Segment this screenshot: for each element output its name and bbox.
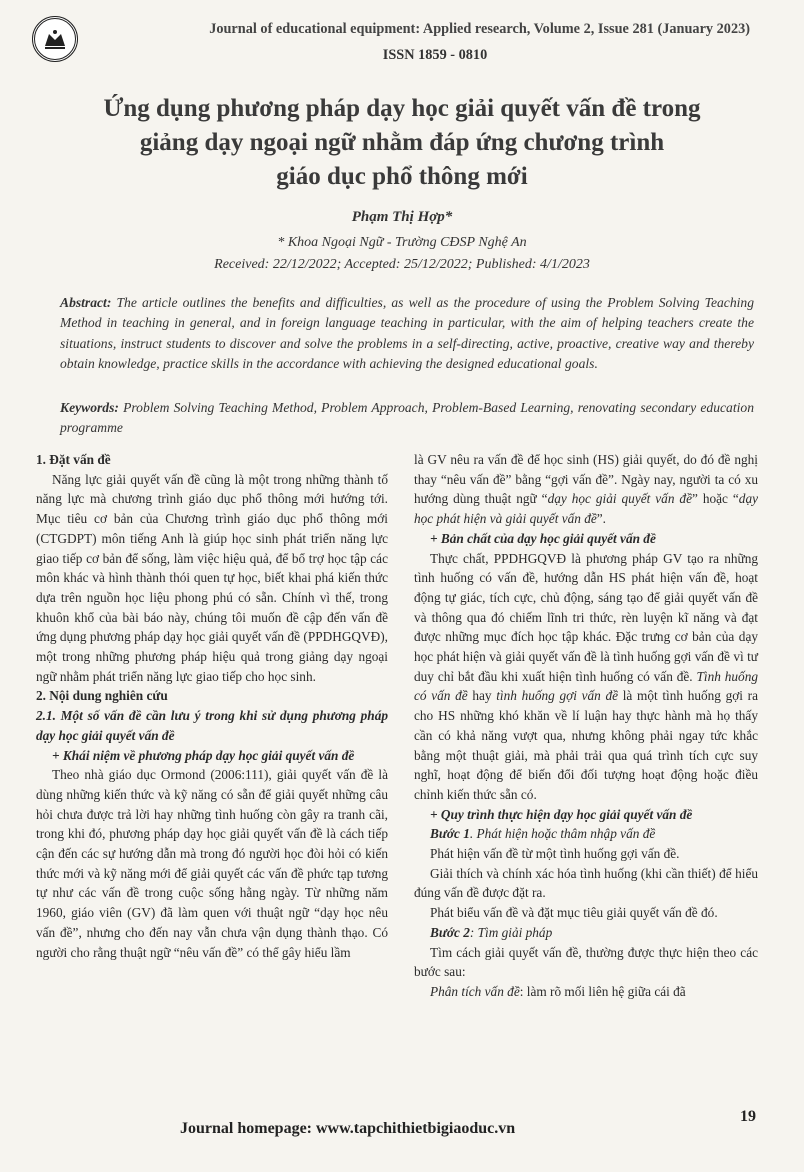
nature-heading: + Bản chất của dạy học giải quyết vấn đề xyxy=(430,530,656,546)
title-line-3: giáo dục phổ thông mới xyxy=(276,163,528,190)
journal-logo xyxy=(32,16,78,62)
text-run: hay xyxy=(467,688,497,704)
publication-dates: Received: 22/12/2022; Accepted: 25/12/2022; Published: 4/1/2023 xyxy=(214,257,590,272)
text-run: là một tình huống gợi ra cho HS những khó khăn về lí luận hay thực hành mà họ thấy cần có khả năng vượt qua, nhưng không phải ngay tức khắc bằng một thuật giải, mà phải trải qua quá trình tích cực suy nghĩ, hoạt động để biến đổi đối tượng hoạt động hoặc điều chỉnh kiến thức sẵn có. xyxy=(414,688,759,802)
paragraph-ormond: Theo nhà giáo dục Ormond (2006:111), giải quyết vấn đề là dùng những kiến thức và kỹ năng có sẵn để giải quyết những câu hỏi chưa được trả lời hay những tình huống còn gây ra tranh cãi, trong khi đó, phương pháp dạy học giải quyết vấn đề là cách tiếp cận đến các sự hướng dẫn mà trong đó người học đòi hỏi có kiến thức mới và kỹ năng mới để giải quyết các vấn đề phức tạp tương tự như các vấn đề trong cuộc sống hằng ngày. Từ những năm 1960, giáo viên (GV) đã làm quen với thuật ngữ “dạy học nêu vấn đề”, nhưng cho đến nay vẫn chưa vận dụng thành thạo. Có người cho rằng thuật ngữ “nêu vấn đề” có thể gây hiểu lầm xyxy=(36,767,388,960)
term-italic: dạy học giải quyết vấn đề xyxy=(547,491,692,507)
step-2-item-1: Tìm cách giải quyết vấn đề, thường được thực hiện theo các bước sau: xyxy=(414,944,758,980)
journal-title-line: Journal of educational equipment: Applied research, Volume 2, Issue 281 (January 2023) xyxy=(209,21,750,37)
step-1-item-1: Phát hiện vấn đề từ một tình huống gợi vấn đề. xyxy=(430,846,680,862)
keywords xyxy=(60,398,754,439)
text-run: ”. xyxy=(596,511,607,527)
article-title xyxy=(40,92,764,194)
left-column xyxy=(36,450,388,1100)
paragraph-intro: Năng lực giải quyết vấn đề cũng là một trong những thành tố năng lực mà chương trình giáo dục phổ thông mới hướng tới. Mục tiêu cơ bản của Chương trình giáo dục phổ thông mới (CTGDPT) môn tiếng Anh là giúp học sinh phát triển năng lực giao tiếp cơ bản để sống, làm việc hiệu quả, để bổ trợ học tập các môn khác và hình thành thói quen tự học, biết khai phá kiến thức dựa trên nguồn học liệu phong phú có sẵn. Chính vì thế, trong khuôn khổ của bài báo này, chúng tôi muốn đề cập đến vấn đề ứng dụng phương pháp dạy học giải quyết vấn đề (PPDHGQVĐ), một trong những phương pháp hiệu quả trong giảng dạy ngoại ngữ nhằm phát triển năng lực giao tiếp cho học sinh. xyxy=(36,471,388,684)
text-run: là GV nêu ra vấn đề để học sinh (HS) giải quyết, do đó đề nghị thay “nêu vấn đề” bằng “gợi vấn đề”. Ngày nay, người ta có xu hướng dùng thuật ngữ “ xyxy=(414,452,758,507)
step-2-title: : Tìm giải pháp xyxy=(469,924,553,940)
paragraph-nature xyxy=(414,549,758,805)
procedure-heading: + Quy trình thực hiện dạy học giải quyết vấn đề xyxy=(430,806,693,822)
section-heading-1: 1. Đặt vấn đề xyxy=(36,452,111,467)
abstract-label: Abstract: xyxy=(60,295,112,310)
text-run: : làm rõ mối liên hệ giữa cái đã xyxy=(519,983,686,999)
right-column xyxy=(414,450,758,1100)
title-line-1: Ứng dụng phương pháp dạy học giải quyết vấn đề trong xyxy=(103,95,701,122)
abstract-text: The article outlines the benefits and difficulties, as well as the procedure of using the Problem Solving Teaching Method in teaching in general, and in foreign language teaching in particular, with the aim of helping teachers create the situations, instruct students to discover and solve the problems in a self-directing, active, proactive, creative way and thereby obtain knowledge, practice skills in the accordance with achieving the designed educational goals. xyxy=(60,295,754,372)
term-italic: Phân tích vấn đề xyxy=(430,983,520,999)
step-1-item-2: Giải thích và chính xác hóa tình huống (khi cần thiết) để hiểu đúng vấn đề được đặt ra. xyxy=(414,865,758,901)
journal-seal-icon xyxy=(40,24,70,54)
author-affiliation: * Khoa Ngoại Ngữ - Trường CĐSP Nghệ An xyxy=(277,235,527,250)
keywords-text: Problem Solving Teaching Method, Problem Approach, Problem-Based Learning, renovating secondary education programme xyxy=(60,400,754,436)
author-name: Phạm Thị Hợp* xyxy=(351,209,453,225)
page-number: 19 xyxy=(740,1108,756,1125)
step-1-title: . Phát hiện hoặc thâm nhập vấn đề xyxy=(469,826,656,842)
title-line-2: giảng dạy ngoại ngữ nhằm đáp ứng chương trình xyxy=(139,129,665,156)
step-1-heading xyxy=(414,824,758,844)
issn-line: ISSN 1859 - 0810 xyxy=(382,47,488,63)
keywords-label: Keywords: xyxy=(60,400,119,415)
section-heading-2: 2. Nội dung nghiên cứu xyxy=(36,688,168,704)
step-1-label: Bước 1 xyxy=(430,826,470,842)
paragraph-terminology xyxy=(414,450,758,529)
step-1-item-3: Phát biểu vấn đề và đặt mục tiêu giải quyết vấn đề đó. xyxy=(430,905,718,921)
text-run: ” hoặc “ xyxy=(691,491,739,507)
term-italic: tình huống gợi vấn đề xyxy=(496,688,619,704)
step-2-label: Bước 2 xyxy=(430,924,470,940)
text-run: Thực chất, PPDHGQVĐ là phương pháp GV tạo ra những tình huống có vấn đề, hướng dẫn HS phát hiện vấn đề, hoạt động tự giác, tích cực, chủ động, sáng tạo để giải quyết vấn đề và thông qua đó chiếm lĩnh tri thức, rèn luyện kĩ năng và đạt được những mục đích học tập khác. Đặc trưng cơ bản của dạy học phát hiện và giải quyết vấn đề là tình huống gợi vấn đề vì tư duy chỉ bắt đầu khi xuất hiện tình huống có vấn đề. xyxy=(414,550,758,684)
abstract xyxy=(60,293,754,375)
concept-heading: + Khái niệm về phương pháp dạy học giải quyết vấn đề xyxy=(52,747,355,763)
step-2-item-2 xyxy=(414,982,758,1002)
step-2-heading xyxy=(414,923,758,943)
term-italic: Tình huống có vấn đề xyxy=(414,668,759,704)
journal-homepage: Journal homepage: www.tapchithietbigiaoduc.vn xyxy=(180,1120,516,1137)
term-italic: dạy học phát hiện và giải quyết vấn đề xyxy=(414,491,758,527)
subsection-heading-2-1: 2.1. Một số vấn đề cần lưu ý trong khi sử dụng phương pháp dạy học giải quyết vấn đề xyxy=(36,708,388,743)
